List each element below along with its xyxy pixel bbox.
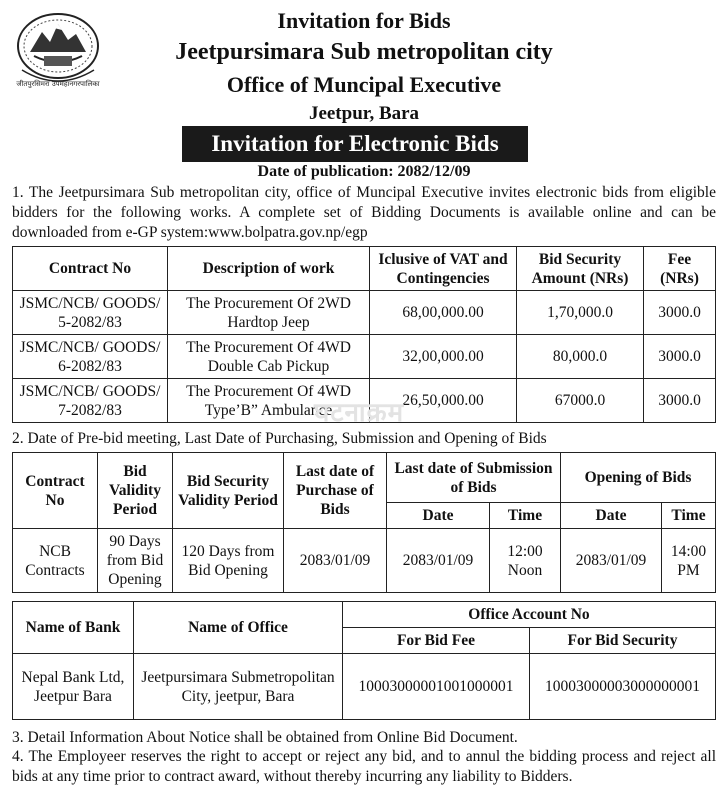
submission-date: 2083/01/09	[387, 529, 490, 593]
header-submission-date: Date	[387, 503, 490, 529]
table-row	[13, 291, 716, 335]
paragraph-1: 1. The Jeetpursimara Sub metropolitan city, office of Muncipal Executive invites electronic bids from eligible bidders for the following works. A complete set of Bidding Documents is available online and can be downloaded from e-GP system:www.bolpatra.gov.np/egp	[12, 184, 716, 241]
paragraph-2: 2. Date of Pre-bid meeting, Last Date of Purchasing, Submission and Opening of Bids	[12, 430, 547, 447]
contract-no: JSMC/NCB/ GOODS/ 7-2082/83	[13, 379, 168, 423]
header-submission-time: Time	[490, 503, 561, 529]
header-opening-date: Date	[561, 503, 662, 529]
opening-date: 2083/01/09	[561, 529, 662, 593]
header-account-no: Office Account No	[343, 602, 716, 628]
header-contract-no: Contract No	[13, 247, 168, 291]
purchase-date: 2083/01/09	[284, 529, 387, 593]
fee: 3000.0	[644, 379, 716, 423]
notice-title: Invitation for Bids	[277, 8, 451, 33]
office-name-cell: Jeetpursimara Submetropolitan City, jeetpur, Bara	[134, 654, 343, 720]
bank-name: Nepal Bank Ltd, Jeetpur Bara	[13, 654, 134, 720]
publication-date: Date of publication: 2082/12/09	[257, 163, 471, 180]
banner-title: Invitation for Electronic Bids	[182, 126, 528, 162]
table-row	[13, 654, 716, 720]
bank-table	[12, 601, 716, 720]
header-fee: Fee (NRs)	[644, 247, 716, 291]
header-description: Description of work	[168, 247, 370, 291]
contract-type: NCB Contracts	[13, 529, 98, 593]
bid-validity: 90 Days from Bid Opening	[98, 529, 173, 593]
contract-no: JSMC/NCB/ GOODS/ 5-2082/83	[13, 291, 168, 335]
work-description: The Procurement Of 4WD Type’B” Ambulance	[168, 379, 370, 423]
paragraph-4: 4. The Employeer reserves the right to accept or reject any bid, and to annul the bidding process and reject all bids at any time prior to contract award, without thereby incurring any liability to Bidders.	[12, 748, 716, 785]
contract-amount: 32,00,000.00	[370, 335, 517, 379]
header-bid-security: Bid Security Amount (NRs)	[517, 247, 644, 291]
header-office: Name of Office	[134, 602, 343, 654]
table-row	[13, 335, 716, 379]
security-account-number: 10003000003000000001	[530, 654, 716, 720]
schedule-table	[12, 452, 716, 593]
watermark: घटनाक्रम	[314, 398, 405, 428]
contract-no: JSMC/NCB/ GOODS/ 6-2082/83	[13, 335, 168, 379]
header-bank: Name of Bank	[13, 602, 134, 654]
office-name: Office of Muncipal Executive	[226, 72, 502, 97]
work-description: The Procurement Of 2WD Hardtop Jeep	[168, 291, 370, 335]
header-amount: Iclusive of VAT and Contingencies	[370, 247, 517, 291]
work-description: The Procurement Of 4WD Double Cab Pickup	[168, 335, 370, 379]
logo-caption: जीतपुरसिमरा उपमहानगरपालिका	[16, 80, 100, 88]
bid-security: 80,000.0	[517, 335, 644, 379]
header-bid-validity: Bid Validity Period	[98, 453, 173, 529]
fee: 3000.0	[644, 335, 716, 379]
table-row	[13, 529, 716, 593]
header-last-purchase: Last date of Purchase of Bids	[284, 453, 387, 529]
header-bid-fee-account: For Bid Fee	[343, 628, 530, 654]
opening-time: 14:00 PM	[662, 529, 716, 593]
submission-time: 12:00 Noon	[490, 529, 561, 593]
header-last-submission: Last date of Submission of Bids	[387, 453, 561, 503]
fee: 3000.0	[644, 291, 716, 335]
fee-account-number: 10003000001001000001	[343, 654, 530, 720]
security-validity: 120 Days from Bid Opening	[173, 529, 284, 593]
bid-security: 67000.0	[517, 379, 644, 423]
header-opening: Opening of Bids	[561, 453, 716, 503]
header-security-validity: Bid Security Validity Period	[173, 453, 284, 529]
header-opening-time: Time	[662, 503, 716, 529]
organization-name: Jeetpursimara Sub metropolitan city	[175, 39, 553, 65]
header-bid-security-account: For Bid Security	[530, 628, 716, 654]
bid-security: 1,70,000.0	[517, 291, 644, 335]
contract-amount: 26,50,000.00	[370, 379, 517, 423]
contract-amount: 68,00,000.00	[370, 291, 517, 335]
office-location: Jeetpur, Bara	[308, 103, 420, 124]
header-contract: Contract No	[13, 453, 98, 529]
paragraph-3: 3. Detail Information About Notice shall be obtained from Online Bid Document.	[12, 729, 518, 746]
